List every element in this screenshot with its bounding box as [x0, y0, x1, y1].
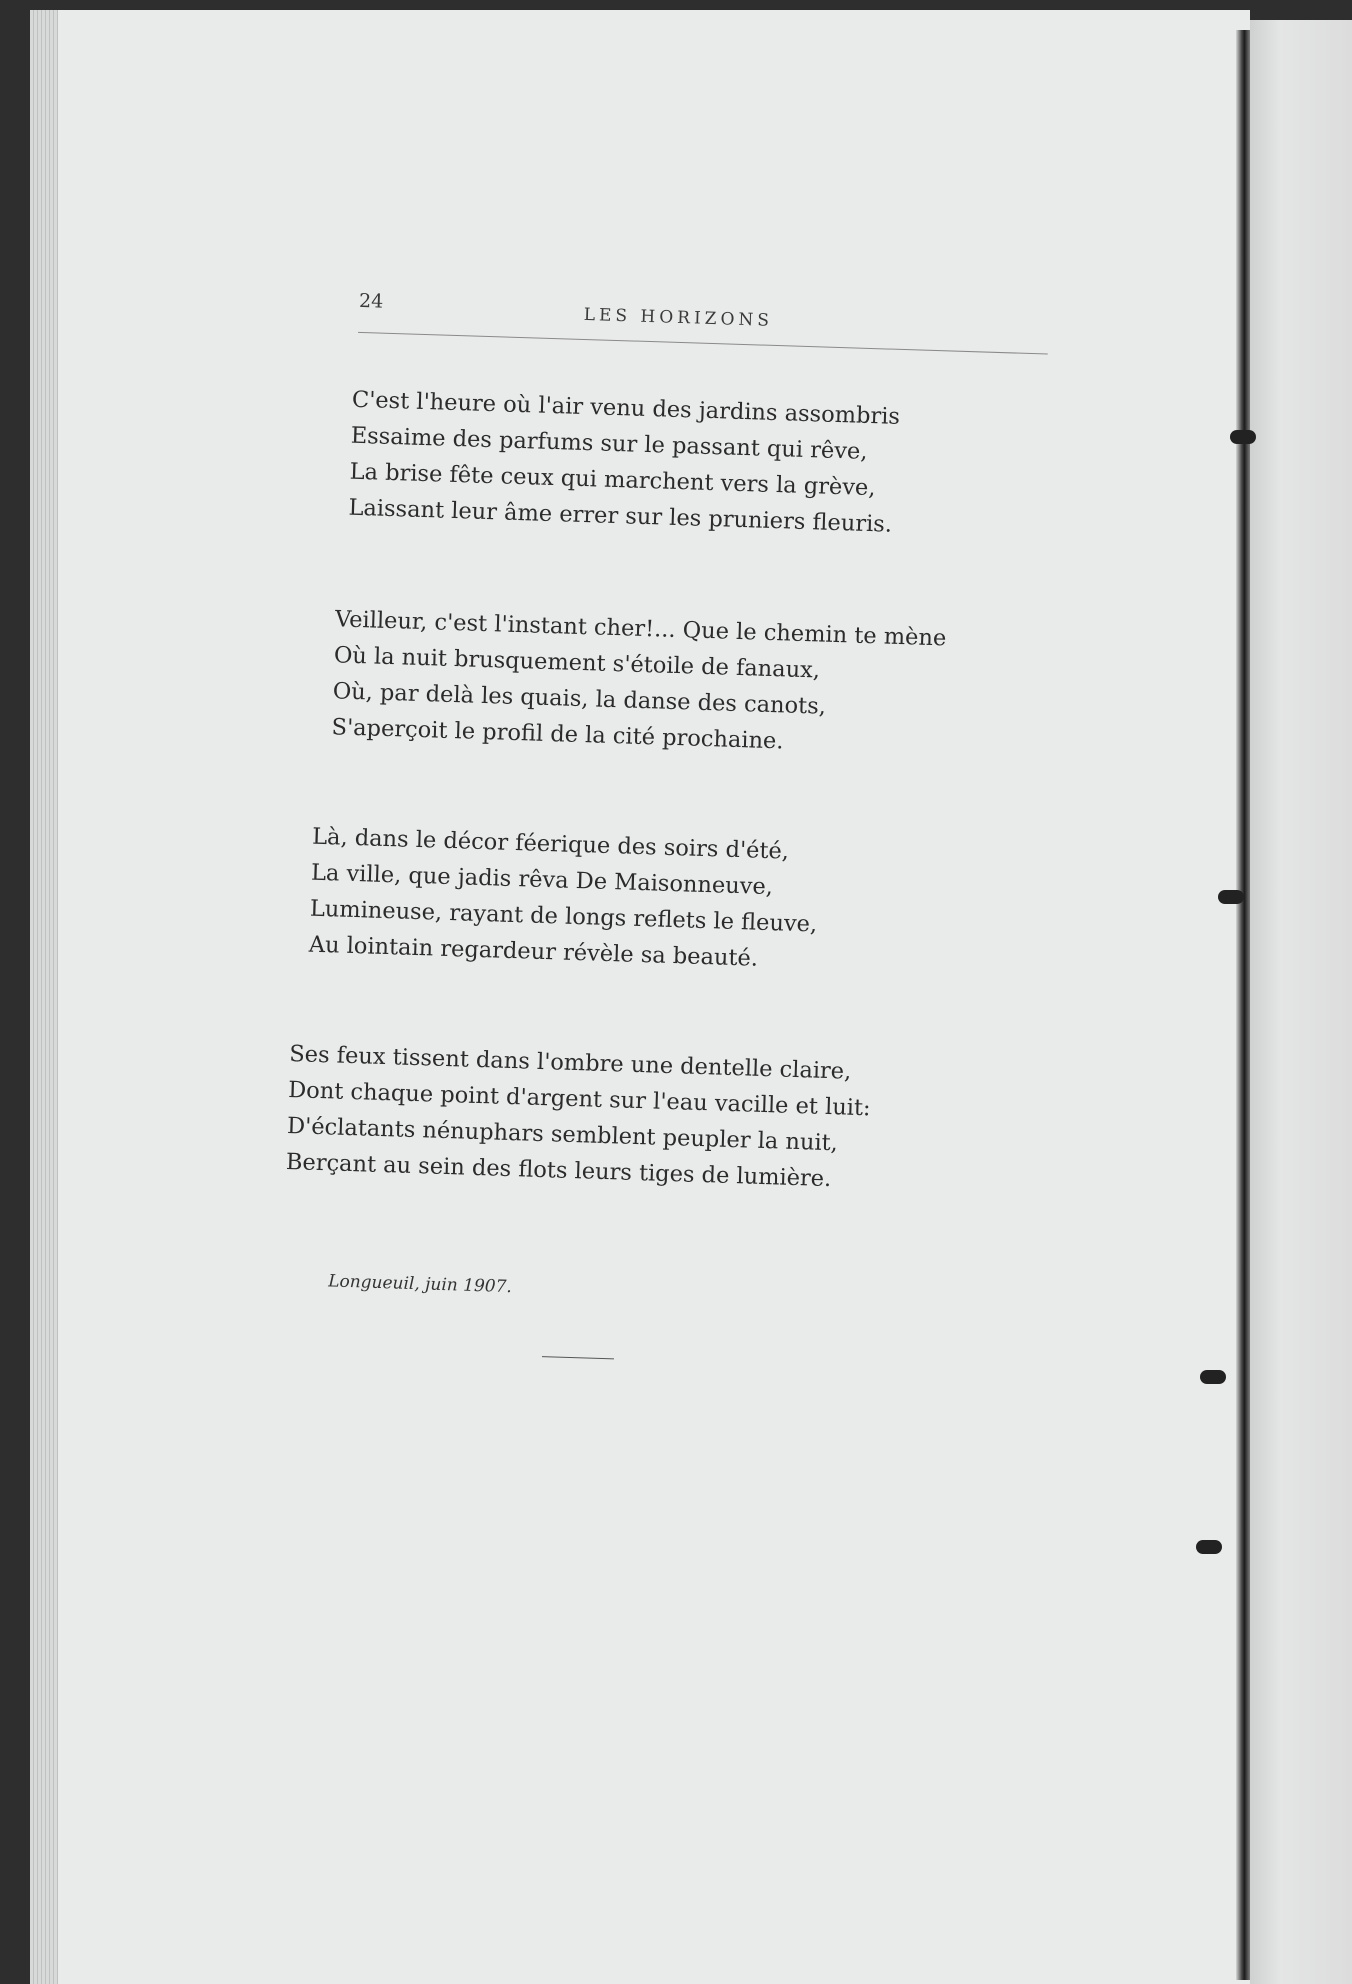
stanza	[348, 382, 1112, 550]
place-date-signature: Longueuil, juin 1907.	[327, 1271, 513, 1298]
verse-line: Essaime des parfums sur le passant qui rêve,	[350, 422, 868, 465]
binding-thread-knot	[1230, 430, 1256, 444]
stanza	[308, 819, 1072, 987]
verse-line: Ses feux tissent dans l'ombre une dentelle claire,	[288, 1041, 852, 1085]
verse-line: La ville, que jadis rêva De Maisonneuve,	[310, 859, 774, 901]
page-content	[264, 270, 1080, 1444]
binding-thread-knot	[1200, 1370, 1226, 1384]
verse-line: La brise fête ceux qui marchent vers la grève,	[349, 458, 876, 502]
verse-line: Veilleur, c'est l'instant cher!... Que le chemin te mène	[334, 606, 947, 652]
verse-line: Dont chaque point d'argent sur l'eau vacille et luit:	[287, 1077, 871, 1122]
binding-thread-knot	[1196, 1540, 1222, 1554]
facing-page-edge	[1250, 20, 1352, 1984]
verse-line: Là, dans le décor féerique des soirs d'été,	[311, 823, 790, 865]
verse-line: Où la nuit brusquement s'étoile de fanaux,	[333, 642, 821, 684]
verse-line: C'est l'heure où l'air venu des jardins assombris	[351, 386, 901, 430]
verse-line: Laissant leur âme errer sur les pruniers fleuris.	[348, 494, 893, 538]
verse-line: D'éclatants nénuphars semblent peupler la nuit,	[286, 1113, 839, 1157]
book-binding	[1236, 30, 1250, 1980]
running-title: LES HORIZONS	[583, 304, 774, 331]
page-edges	[30, 10, 58, 1984]
verse-line: Où, par delà les quais, la danse des canots,	[332, 678, 827, 720]
stanza	[331, 601, 1095, 769]
verse-line: Berçant au sein des flots leurs tiges de lumière.	[285, 1149, 832, 1193]
stanza	[285, 1036, 1049, 1204]
end-rule	[542, 1356, 614, 1359]
verse-line: S'aperçoit le profil de la cité prochaine.	[331, 714, 784, 755]
page-number: 24	[358, 289, 384, 313]
verse-line: Lumineuse, rayant de longs reflets le fleuve,	[309, 895, 818, 938]
binding-thread-knot	[1218, 890, 1244, 904]
verse-line: Au lointain regardeur révèle sa beauté.	[308, 931, 759, 972]
